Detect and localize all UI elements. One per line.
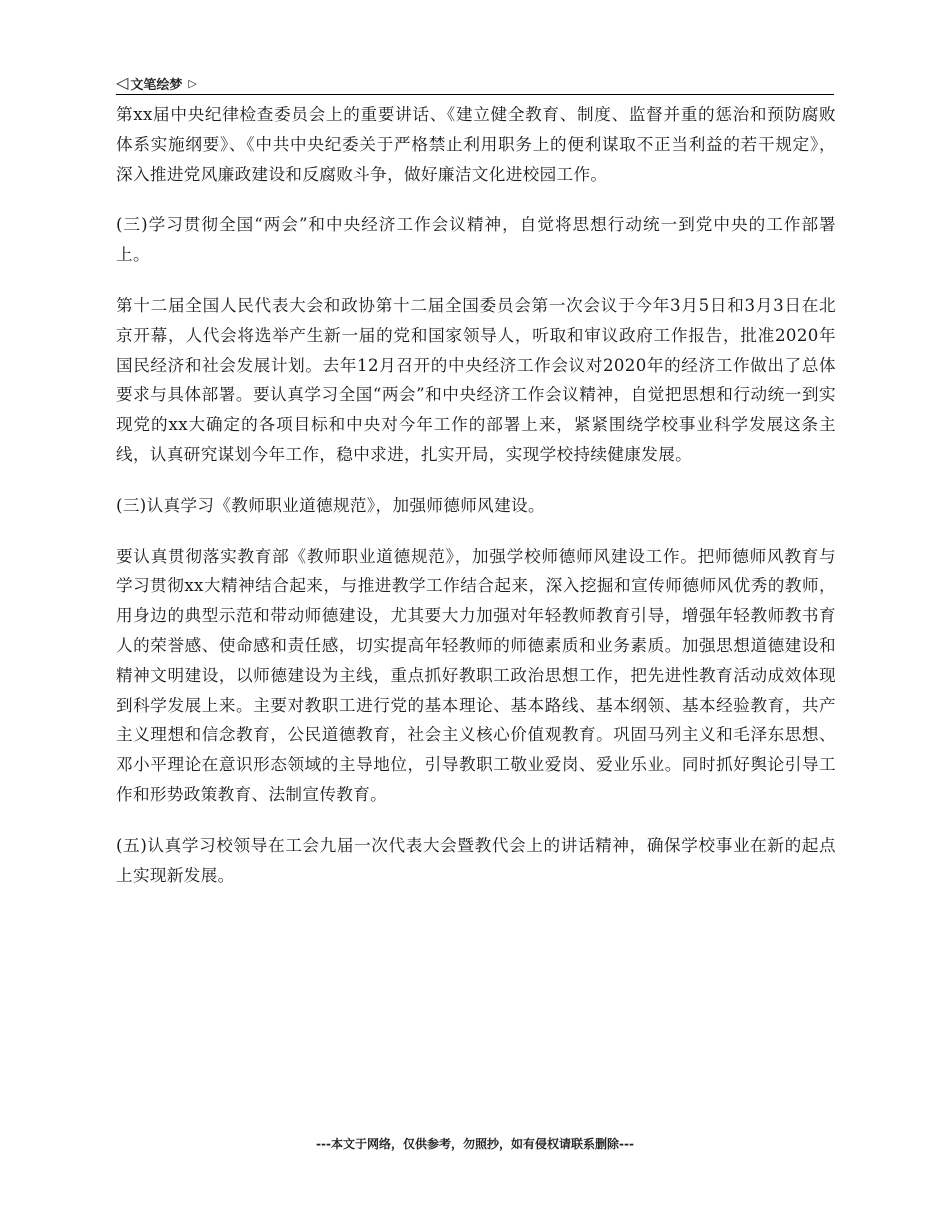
page-footer: ---本文于网络，仅供参考，勿照抄，如有侵权请联系删除--- <box>316 1137 634 1151</box>
section-heading-5: (五)认真学习校领导在工会九届一次代表大会暨教代会上的讲话精神，确保学校事业在新的起点上实现新发展。 <box>116 835 836 885</box>
document-body <box>116 100 836 911</box>
brand-name: 文笔绘梦 <box>130 77 183 93</box>
paragraph-3: 第十二届全国人民代表大会和政协第十二届全国委员会第一次会议于今年3月5日和3月3日在北京开幕，人代会将选举产生新一届的党和国家领导人，听取和审议政府工作报告，批准2020年国民经济和社会发展计划。去年12月召开的中央经济工作会议对2020年的经济工作做出了总体要求与具体部署。要认真学习全国“两会”和中央经济工作会议精神，自觉把思想和行动统一到实现党的xx大确定的各项目标和中央对今年工作的部署上来，紧紧围绕学校事业科学发展这条主线，认真研究谋划今年工作，稳中求进，扎实开局，实现学校持续健康发展。 <box>116 295 836 464</box>
section-heading-3a: (三)学习贯彻全国“两会”和中央经济工作会议精神，自觉将思想行动统一到党中央的工作部署上。 <box>116 215 836 265</box>
paragraph-5: 要认真贯彻落实教育部《教师职业道德规范》，加强学校师德师风建设工作。把师德师风教育与学习贯彻xx大精神结合起来，与推进教学工作结合起来，深入挖掘和宣传师德师风优秀的教师，用身边的典型示范和带动师德建设，尤其要大力加强对年轻教师教育引导，增强年轻教师教书育人的荣誉感、使命感和责任感，切实提高年轻教师的师德素质和业务素质。加强思想道德建设和精神文明建设，以师德建设为主线，重点抓好教职工政治思想工作，把先进性教育活动成效体现到科学发展上来。主要对教职工进行党的基本理论、基本路线、基本纲领、基本经验教育，共产主义理想和信念教育，公民道德教育，社会主义核心价值观教育。巩固马列主义和毛泽东思想、邓小平理论在意识形态领域的主导地位，引导教职工敬业爱岗、爱业乐业。同时抓好舆论引导工作和形势政策教育、法制宣传教育。 <box>116 546 836 804</box>
section-heading-3b: (三)认真学习《教师职业道德规范》，加强师德师风建设。 <box>116 495 545 515</box>
page-header <box>116 72 834 95</box>
paragraph-1: 第xx届中央纪律检查委员会上的重要讲话、《建立健全教育、制度、监督并重的惩治和预防腐败体系实施纲要》、《中共中央纪委关于严格禁止利用职务上的便利谋取不正当利益的若干规定》，深入推进党风廉政建设和反腐败斗争，做好廉洁文化进校园工作。 <box>116 105 836 184</box>
arrow-left-icon: ◁ <box>116 73 129 92</box>
arrow-right-icon: ▷ <box>188 76 197 90</box>
